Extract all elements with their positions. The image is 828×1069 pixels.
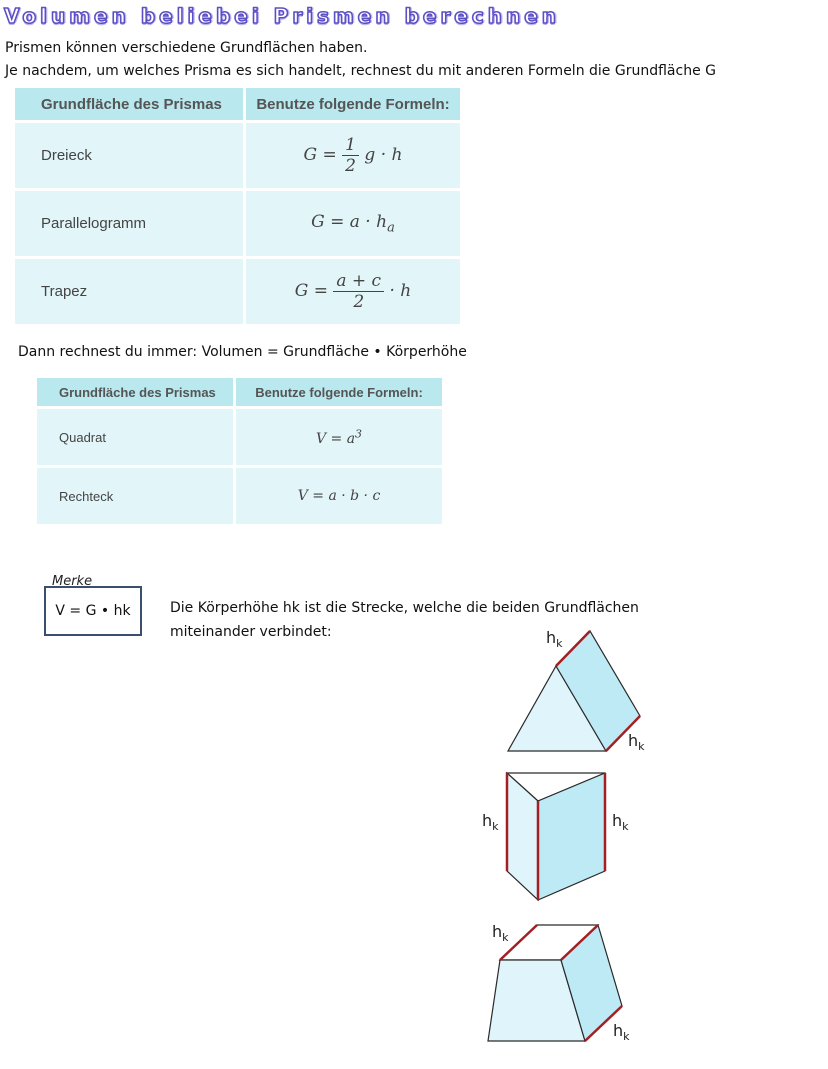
formula-rechteck: V = a · b · c	[236, 468, 442, 524]
table2-header-col2: Benutze folgende Formeln:	[236, 378, 442, 406]
hk-label: $h_k$	[613, 1021, 630, 1043]
hk-label: $h_k$	[482, 811, 499, 833]
table2-header-col1: Grundfläche des Prismas	[37, 378, 233, 406]
intro-line-1: Prismen können verschiedene Grundflächen haben.	[5, 40, 368, 56]
page-title: Volumen beliebei Prismen berechnen	[4, 4, 561, 28]
shape-name-quadrat: Quadrat	[37, 409, 233, 465]
formula-parallelogramm: $G = a \cdot h_a$	[246, 191, 460, 256]
hk-label: $h_k$	[492, 922, 509, 944]
volume-rule-text: Dann rechnest du immer: Volumen = Grundfläche • Körperhöhe	[18, 344, 467, 360]
formula-dreieck: G = $\frac{1}{2}$ g · h	[246, 123, 460, 188]
hk-label: $h_k$	[612, 811, 629, 833]
shape-name-trapez: Trapez	[15, 259, 243, 324]
formula-trapez: G = $\frac{a + c}{2}$ · h	[246, 259, 460, 324]
intro-line-2: Je nachdem, um welches Prisma es sich handelt, rechnest du mit anderen Formeln die Grundfläche G	[5, 63, 716, 79]
hk-label: $h_k$	[628, 731, 645, 753]
shape-name-rechteck: Rechteck	[37, 468, 233, 524]
vertical-prism-figure	[482, 773, 629, 900]
shape-name-parallelogramm: Parallelogramm	[15, 191, 243, 256]
shape-name-dreieck: Dreieck	[15, 123, 243, 188]
body-height-description: Die Körperhöhe hk ist die Strecke, welche die beiden Grundflächen miteinander verbindet:	[170, 600, 639, 640]
merke-formula: V = G • hk	[55, 603, 131, 619]
table1-header-col1: Grundfläche des Prismas	[15, 88, 243, 120]
merke-label: Merke	[52, 574, 93, 589]
triangular-prism-figure	[508, 628, 645, 753]
trapezoid-prism-figure	[488, 922, 630, 1043]
table1-header-col2: Benutze folgende Formeln:	[246, 88, 460, 120]
hk-label: $h_k$	[546, 628, 563, 650]
formula-quadrat: $V = a^3$	[236, 409, 442, 465]
